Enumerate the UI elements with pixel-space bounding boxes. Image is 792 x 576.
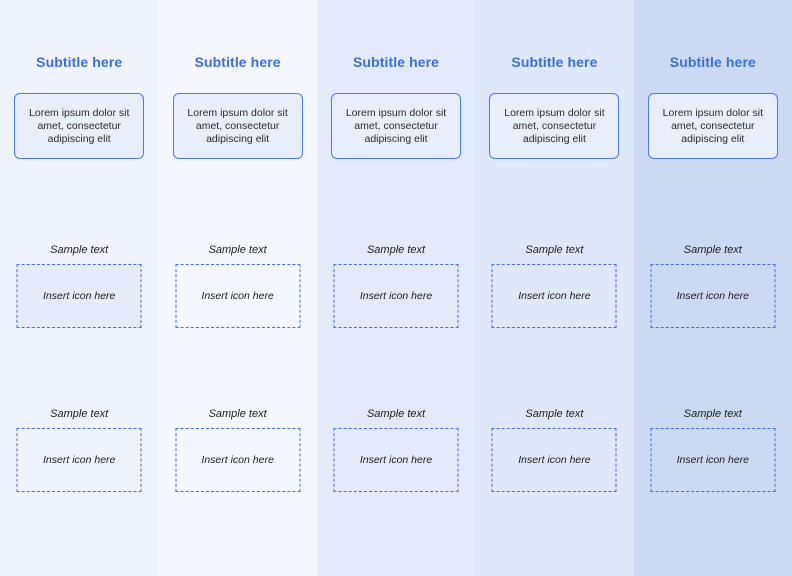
sample-text-2: Sample text bbox=[683, 408, 742, 420]
body-text: Lorem ipsum dolor sit amet, consectetur adipiscing elit bbox=[187, 106, 288, 145]
icon-placeholder-2[interactable] bbox=[492, 428, 617, 492]
icon-placeholder-2-label: Insert icon here bbox=[359, 454, 433, 466]
sample-text-2: Sample text bbox=[50, 408, 109, 420]
body-text: Lorem ipsum dolor sit amet, consectetur adipiscing elit bbox=[504, 106, 605, 145]
body-text-box[interactable] bbox=[14, 93, 144, 159]
column-1[interactable] bbox=[0, 0, 158, 576]
sample-text-1: Sample text bbox=[525, 244, 584, 256]
body-text: Lorem ipsum dolor sit amet, consectetur adipiscing elit bbox=[29, 106, 130, 145]
body-text: Lorem ipsum dolor sit amet, consectetur adipiscing elit bbox=[662, 106, 764, 145]
column-subtitle: Subtitle here bbox=[352, 54, 440, 70]
icon-placeholder-1[interactable] bbox=[17, 264, 142, 328]
body-text-box[interactable] bbox=[648, 93, 778, 159]
sample-text-2: Sample text bbox=[525, 408, 584, 420]
sample-text-1: Sample text bbox=[366, 244, 426, 256]
icon-placeholder-1-label: Insert icon here bbox=[676, 290, 750, 302]
icon-placeholder-2-label: Insert icon here bbox=[201, 454, 274, 466]
column-subtitle: Subtitle here bbox=[669, 54, 756, 70]
icon-placeholder-1-label: Insert icon here bbox=[518, 290, 591, 302]
column-5[interactable] bbox=[634, 0, 792, 576]
icon-placeholder-2[interactable] bbox=[17, 428, 142, 492]
icon-placeholder-1-label: Insert icon here bbox=[201, 290, 274, 302]
sample-text-1: Sample text bbox=[208, 244, 267, 256]
icon-placeholder-1[interactable] bbox=[334, 264, 459, 328]
sample-text-1: Sample text bbox=[683, 244, 742, 256]
icon-placeholder-1[interactable] bbox=[175, 264, 300, 328]
icon-placeholder-1-label: Insert icon here bbox=[359, 290, 433, 302]
column-subtitle: Subtitle here bbox=[194, 54, 281, 70]
sample-text-1: Sample text bbox=[50, 244, 109, 256]
icon-placeholder-2-label: Insert icon here bbox=[43, 454, 116, 466]
icon-placeholder-1[interactable] bbox=[650, 264, 775, 328]
sample-text-2: Sample text bbox=[366, 408, 426, 420]
icon-placeholder-1[interactable] bbox=[492, 264, 617, 328]
sample-text-2: Sample text bbox=[208, 408, 267, 420]
body-text-box[interactable] bbox=[331, 93, 461, 159]
icon-placeholder-1-label: Insert icon here bbox=[43, 290, 116, 302]
icon-placeholder-2-label: Insert icon here bbox=[676, 454, 750, 466]
icon-placeholder-2[interactable] bbox=[650, 428, 775, 492]
column-4[interactable] bbox=[475, 0, 633, 576]
icon-placeholder-2[interactable] bbox=[334, 428, 459, 492]
column-3[interactable] bbox=[317, 0, 475, 576]
body-text-box[interactable] bbox=[489, 93, 619, 159]
column-subtitle: Subtitle here bbox=[511, 54, 598, 70]
body-text-box[interactable] bbox=[173, 93, 303, 159]
column-subtitle: Subtitle here bbox=[36, 54, 123, 70]
body-text: Lorem ipsum dolor sit amet, consectetur adipiscing elit bbox=[345, 106, 447, 145]
icon-placeholder-2-label: Insert icon here bbox=[518, 454, 591, 466]
icon-placeholder-2[interactable] bbox=[175, 428, 300, 492]
column-2[interactable] bbox=[158, 0, 316, 576]
